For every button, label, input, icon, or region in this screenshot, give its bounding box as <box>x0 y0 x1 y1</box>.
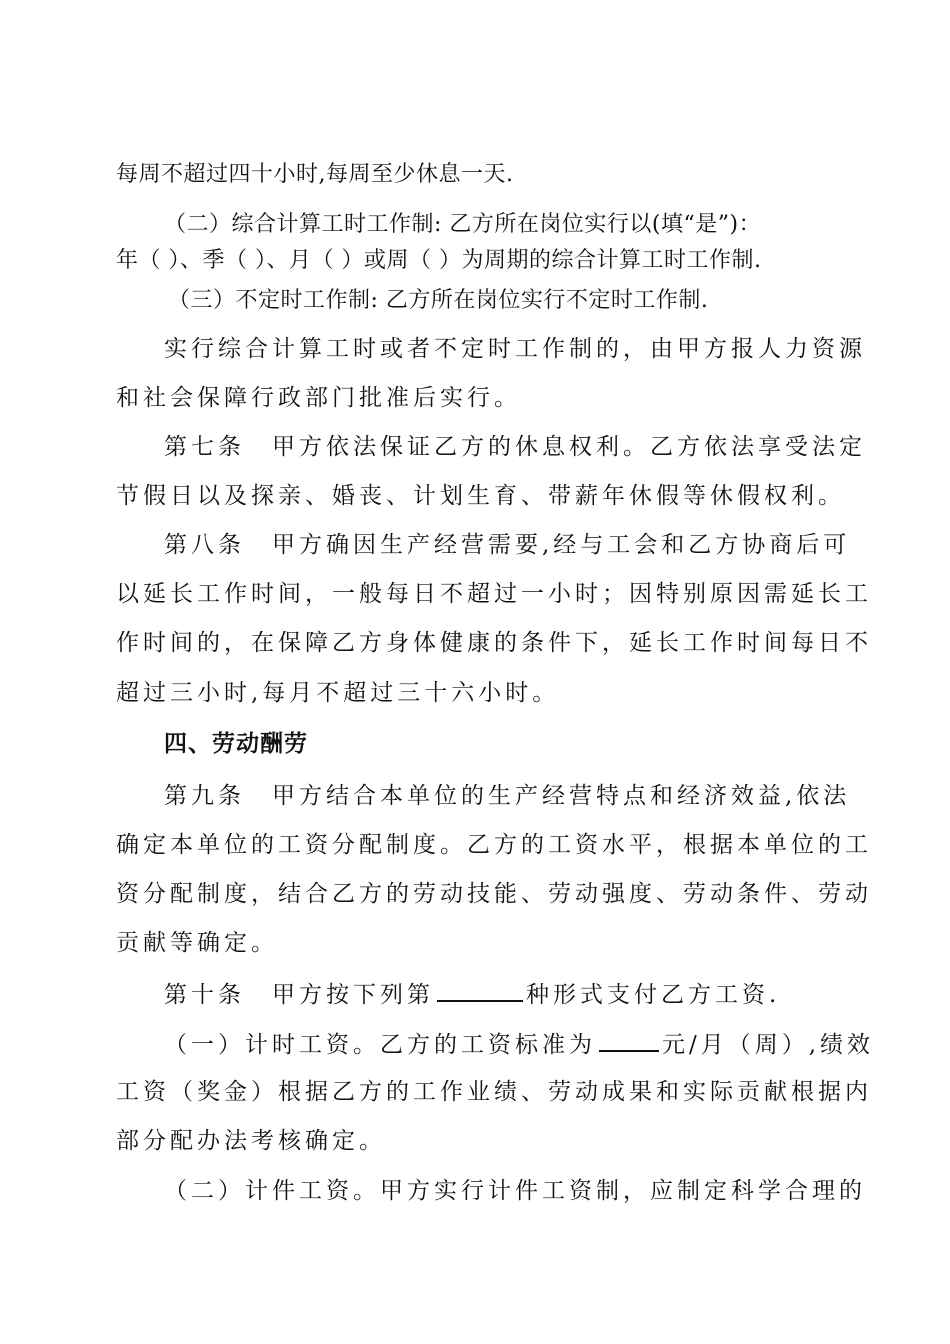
text-line: 超过三小时,每月不超过三十六小时。 <box>116 680 560 706</box>
text-line: 确定本单位的工资分配制度。乙方的工资水平，根据本单位的工 <box>116 832 872 858</box>
text-line: 工资（奖金）根据乙方的工作业绩、劳动成果和实际贡献根据内 <box>116 1079 872 1105</box>
fill-in-blank[interactable] <box>599 1030 659 1052</box>
text-line: （三）不定时工作制: 乙方所在岗位实行不定时工作制. <box>168 288 709 313</box>
text-line: （二）综合计算工时工作制: 乙方所在岗位实行以(填“是”)： <box>164 212 762 237</box>
section-heading: 四、劳动酬劳 <box>164 731 308 757</box>
text-line: 年（ ）、季（ ）、月（ ）或周（ ）为周期的综合计算工时工作制. <box>116 248 762 273</box>
text-line <box>164 1030 874 1058</box>
text-line: 以延长工作时间，一般每日不超过一小时；因特别原因需延长工 <box>116 581 872 607</box>
text-line: 每周不超过四十小时,每周至少休息一天. <box>116 162 514 187</box>
text-line: 节假日以及探亲、婚丧、计划生育、带薪年休假等休假权利。 <box>116 483 845 509</box>
text-segment: （一）计时工资。乙方的工资标准为 <box>164 1032 596 1058</box>
text-line: 第七条 甲方依法保证乙方的休息权利。乙方依法享受法定 <box>164 434 866 460</box>
text-line: 部分配办法考核确定。 <box>116 1128 386 1154</box>
text-line <box>164 980 780 1008</box>
text-line: 和社会保障行政部门批准后实行。 <box>116 385 521 411</box>
text-line: 资分配制度，结合乙方的劳动技能、劳动强度、劳动条件、劳动 <box>116 881 872 907</box>
text-segment: 元/月（周）,绩效 <box>662 1032 875 1058</box>
text-line: 实行综合计算工时或者不定时工作制的，由甲方报人力资源 <box>164 336 866 362</box>
text-line: 贡献等确定。 <box>116 930 278 956</box>
text-segment: 种形式支付乙方工资. <box>526 982 781 1008</box>
text-line: 第八条 甲方确因生产经营需要,经与工会和乙方协商后可 <box>164 532 851 558</box>
text-segment: 第十条 甲方按下列第 <box>164 982 434 1008</box>
text-line: 第九条 甲方结合本单位的生产经营特点和经济效益,依法 <box>164 783 851 809</box>
text-line: 作时间的，在保障乙方身体健康的条件下，延长工作时间每日不 <box>116 630 872 656</box>
text-line: （二）计件工资。甲方实行计件工资制，应制定科学合理的 <box>164 1178 866 1204</box>
fill-in-blank[interactable] <box>437 980 523 1002</box>
